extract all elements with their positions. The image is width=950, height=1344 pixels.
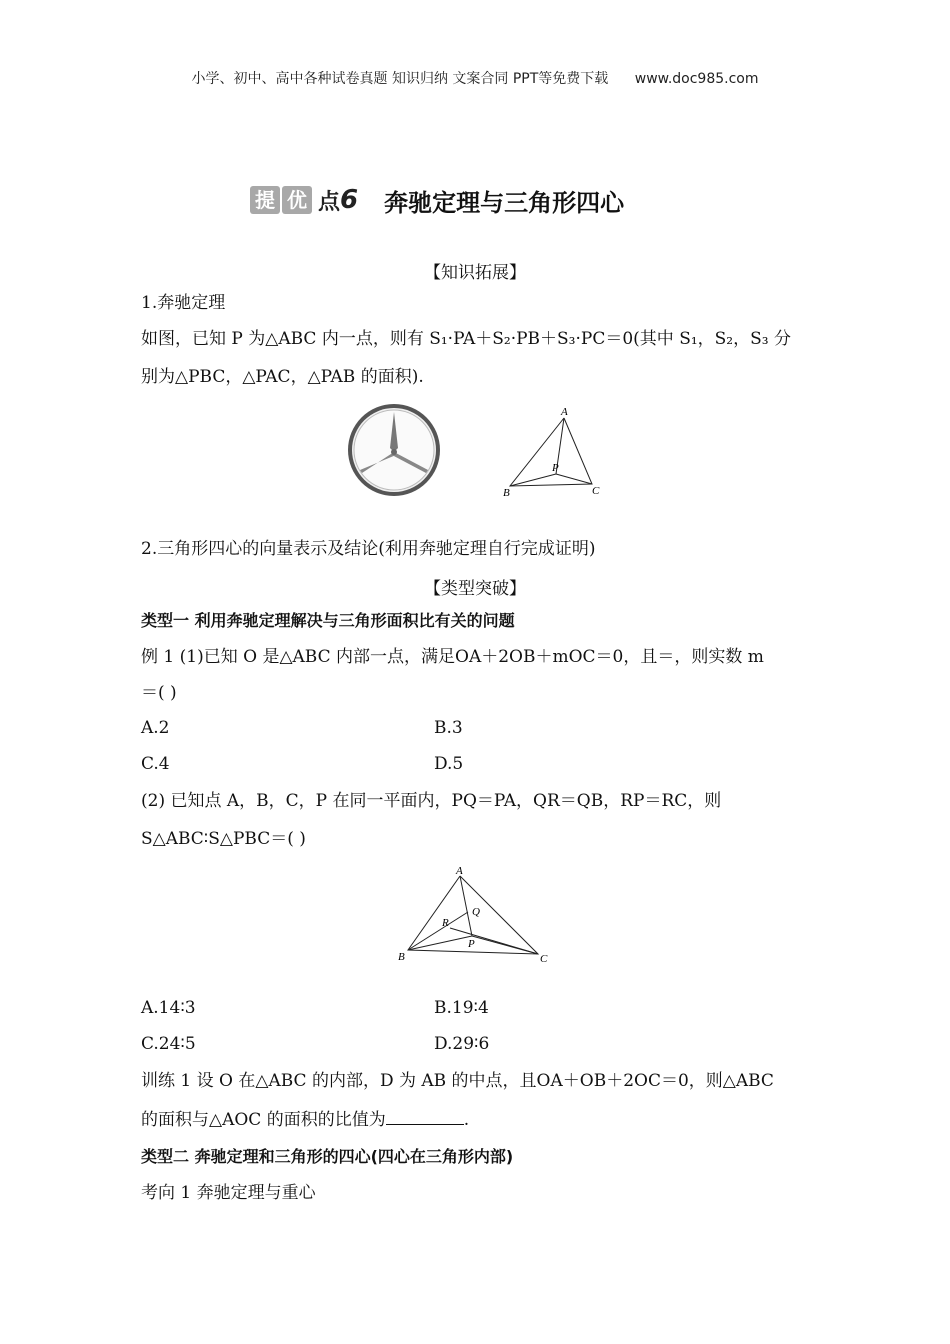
ex1b-option-c: C.24∶5 <box>141 1034 196 1054</box>
item2-title: 2.三角形四心的向量表示及结论(利用奔驰定理自行完成证明) <box>141 539 596 559</box>
header-url[interactable]: www.doc985.com <box>634 71 759 87</box>
fig2-label-c: C <box>540 953 548 965</box>
fig2-label-p: P <box>468 938 475 950</box>
header-text: 小学、初中、高中各种试卷真题 知识归纳 文案合同 PPT等免费下载 <box>191 71 609 87</box>
ex1b-option-d: D.29∶6 <box>434 1034 490 1054</box>
example1b-line1: (2) 已知点 A，B，C，P 在同一平面内，PQ＝PA，QR＝QB，RP＝RC，则 <box>141 791 722 811</box>
ex1-option-c: C.4 <box>141 754 170 774</box>
type2-heading: 类型二 奔驰定理和三角形的四心(四心在三角形内部) <box>141 1147 514 1166</box>
badge-char-1: 提 <box>250 186 280 214</box>
fig2-label-q: Q <box>472 906 480 918</box>
ex1-option-a: A.2 <box>141 718 170 738</box>
example1b-line2: S△ABC∶S△PBC＝( ) <box>141 829 306 849</box>
answer-blank[interactable] <box>386 1108 464 1125</box>
fig1-label-c: C <box>592 485 600 497</box>
triangle-figure-2 <box>392 862 562 966</box>
kaoxiang1-heading: 考向 1 奔驰定理与重心 <box>141 1183 316 1203</box>
mercedes-logo-icon <box>344 400 444 500</box>
fig2-label-b: B <box>398 951 405 963</box>
page-title: 奔驰定理与三角形四心 <box>384 188 625 217</box>
example1-line1: 例 1 (1)已知 O 是△ABC 内部一点，满足OA＋2OB＋mOC＝0，且＝，则实数 m <box>141 647 764 667</box>
item1-line1: 如图，已知 P 为△ABC 内一点，则有 S₁·PA＋S₂·PB＋S₃·PC＝0(其中 S₁，S₂，S₃ 分 <box>141 329 791 349</box>
page-header <box>0 68 950 88</box>
fig1-label-a: A <box>561 406 568 418</box>
badge-char-2: 优 <box>282 186 312 214</box>
ex1b-option-a: A.14∶3 <box>141 998 196 1018</box>
fig2-label-r: R <box>442 917 449 929</box>
item1-title: 1.奔驰定理 <box>141 293 226 313</box>
item1-line2: 别为△PBC，△PAC，△PAB 的面积). <box>141 367 424 387</box>
ex1-option-b: B.3 <box>434 718 463 738</box>
ex1-option-d: D.5 <box>434 754 464 774</box>
fig1-label-b: B <box>503 487 510 499</box>
triangle-figure-1 <box>498 404 608 500</box>
badge-tail: 点 <box>318 189 341 215</box>
example1-line2: ＝( ) <box>141 683 177 703</box>
training1-line1: 训练 1 设 O 在△ABC 的内部，D 为 AB 的中点，且OA＋OB＋2OC＝0，则△ABC <box>141 1071 774 1091</box>
knowledge-heading: 【知识拓展】 <box>424 263 526 283</box>
fig1-label-p: P <box>552 462 559 474</box>
type1-heading: 类型一 利用奔驰定理解决与三角形面积比有关的问题 <box>141 611 515 630</box>
training1-line2-text: 的面积与△AOC 的面积的比值为 <box>141 1110 386 1130</box>
training1-line2 <box>141 1108 469 1131</box>
section-title <box>250 182 624 218</box>
training1-period: . <box>463 1110 470 1130</box>
ex1b-option-b: B.19∶4 <box>434 998 489 1018</box>
fig2-label-a: A <box>456 865 463 877</box>
types-heading: 【类型突破】 <box>424 579 526 599</box>
badge-number: 6 <box>340 185 359 215</box>
